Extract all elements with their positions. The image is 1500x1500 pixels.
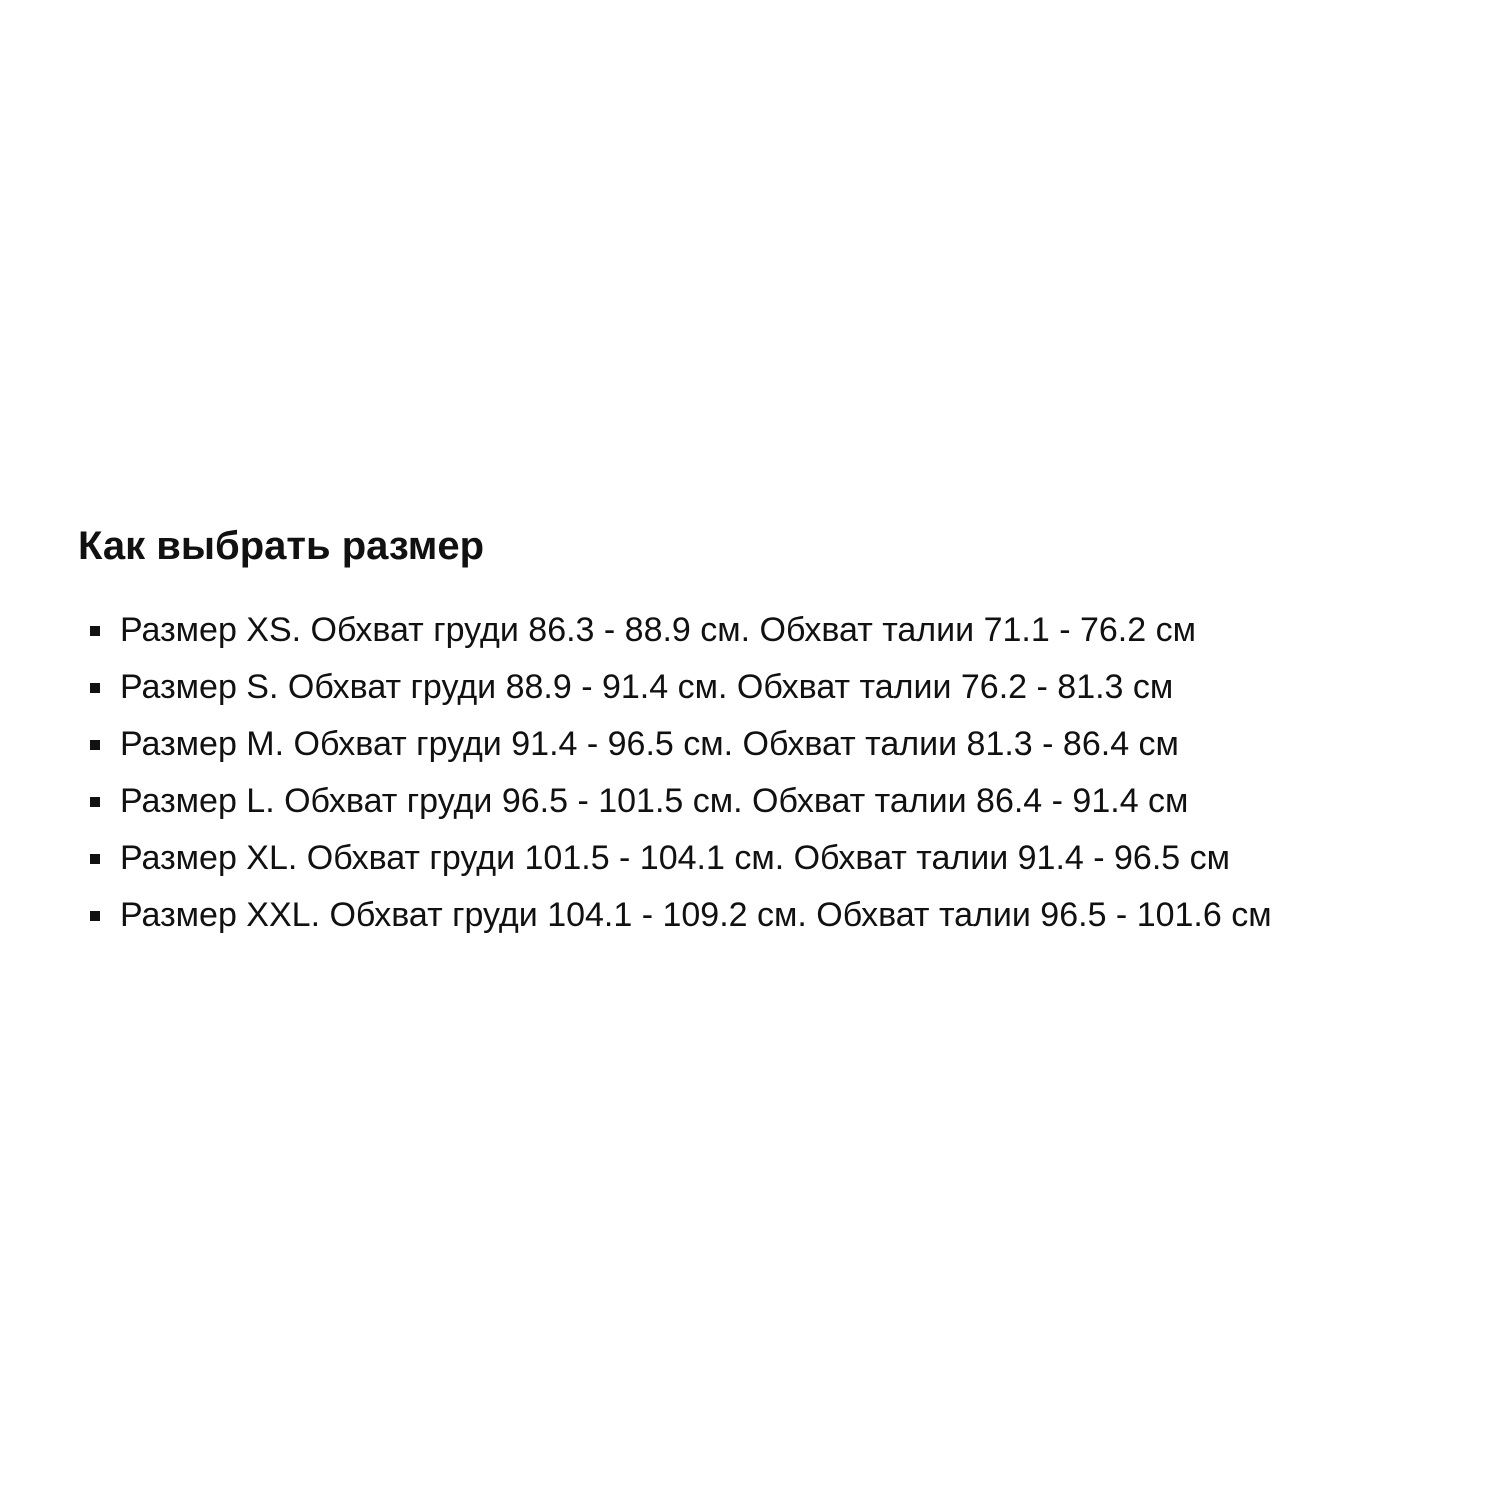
size-guide-title: Как выбрать размер <box>78 524 485 568</box>
size-item-xl <box>78 830 1458 887</box>
size-item-s <box>78 659 1458 716</box>
size-item-xs <box>78 602 1458 659</box>
bullet-square-icon <box>90 626 100 636</box>
size-item-text: Размер L. Обхват груди 96.5 - 101.5 см. Обхват талии 86.4 - 91.4 см <box>120 782 1189 820</box>
size-item-text: Размер XS. Обхват груди 86.3 - 88.9 см. Обхват талии 71.1 - 76.2 см <box>120 611 1196 649</box>
size-guide-section <box>78 520 1458 944</box>
bullet-square-icon <box>90 683 100 693</box>
size-item-xxl <box>78 887 1458 944</box>
size-item-text: Размер XL. Обхват груди 101.5 - 104.1 см. Обхват талии 91.4 - 96.5 см <box>120 839 1231 877</box>
size-item-text: Размер M. Обхват груди 91.4 - 96.5 см. Обхват талии 81.3 - 86.4 см <box>120 725 1179 763</box>
size-item-m <box>78 716 1458 773</box>
size-item-l <box>78 773 1458 830</box>
size-list <box>78 602 1458 944</box>
size-item-text: Размер S. Обхват груди 88.9 - 91.4 см. Обхват талии 76.2 - 81.3 см <box>120 668 1174 706</box>
bullet-square-icon <box>90 854 100 864</box>
bullet-square-icon <box>90 911 100 921</box>
size-item-text: Размер XXL. Обхват груди 104.1 - 109.2 см. Обхват талии 96.5 - 101.6 см <box>120 896 1272 934</box>
bullet-square-icon <box>90 740 100 750</box>
bullet-square-icon <box>90 797 100 807</box>
